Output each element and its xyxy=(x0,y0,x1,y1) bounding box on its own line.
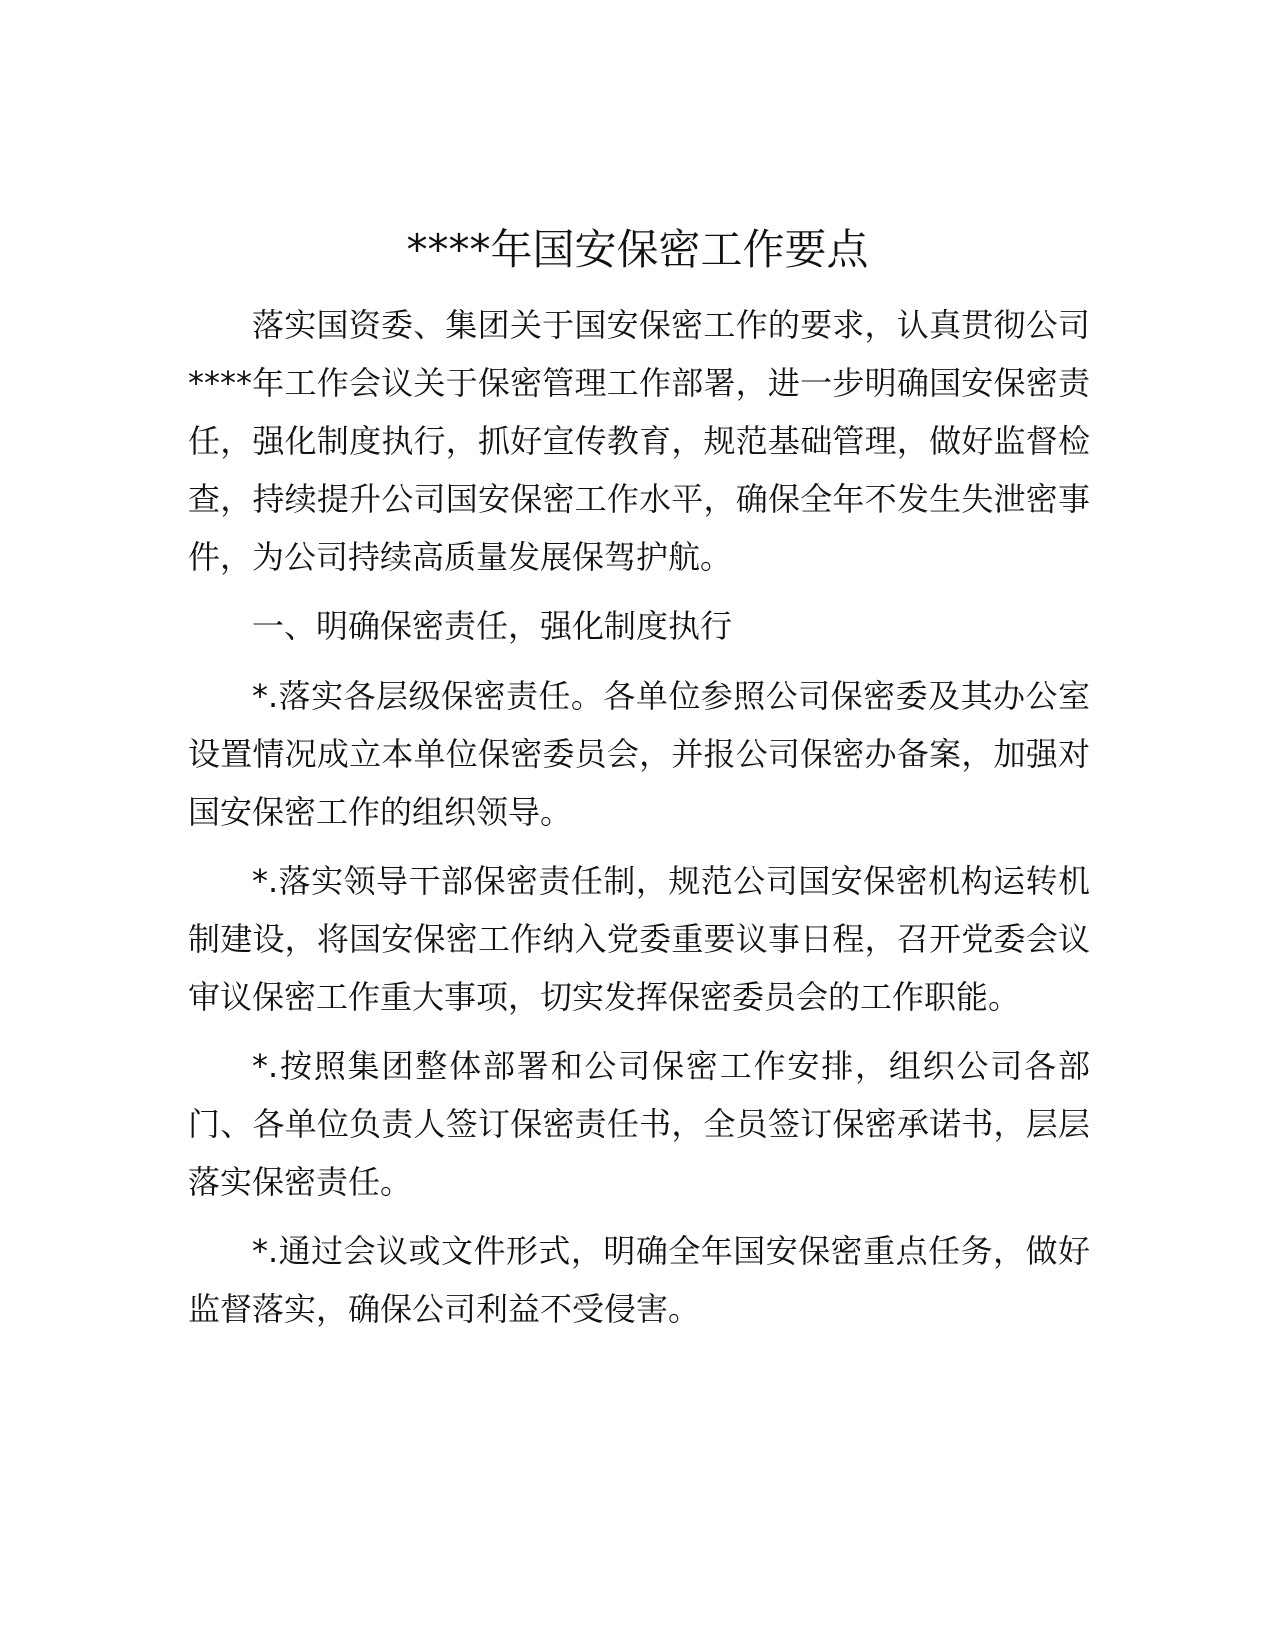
list-item: *.通过会议或文件形式，明确全年国安保密重点任务，做好监督落实，确保公司利益不受侵害。 xyxy=(188,1232,1090,1328)
list-item: *.落实各层级保密责任。各单位参照公司保密委及其办公室设置情况成立本单位保密委员会，并报公司保密办备案，加强对国安保密工作的组织领导。 xyxy=(188,677,1090,831)
list-item: *.按照集团整体部署和公司保密工作安排，组织公司各部门、各单位负责人签订保密责任书，全员签订保密承诺书，层层落实保密责任。 xyxy=(188,1047,1090,1201)
intro-paragraph: 落实国资委、集团关于国安保密工作的要求，认真贯彻公司****年工作会议关于保密管理工作部署，进一步明确国安保密责任，强化制度执行，抓好宣传教育，规范基础管理，做好监督检查，持续提升公司国安保密工作水平，确保全年不发生失泄密事件，为公司持续高质量发展保驾护航。 xyxy=(188,306,1090,576)
document-body xyxy=(188,296,1090,1349)
document-title: ****年国安保密工作要点 xyxy=(406,225,869,274)
section-heading: 一、明确保密责任，强化制度执行 xyxy=(252,607,733,645)
list-item: *.落实领导干部保密责任制，规范公司国安保密机构运转机制建设，将国安保密工作纳入党委重要议事日程，召开党委会议审议保密工作重大事项，切实发挥保密委员会的工作职能。 xyxy=(188,862,1090,1016)
